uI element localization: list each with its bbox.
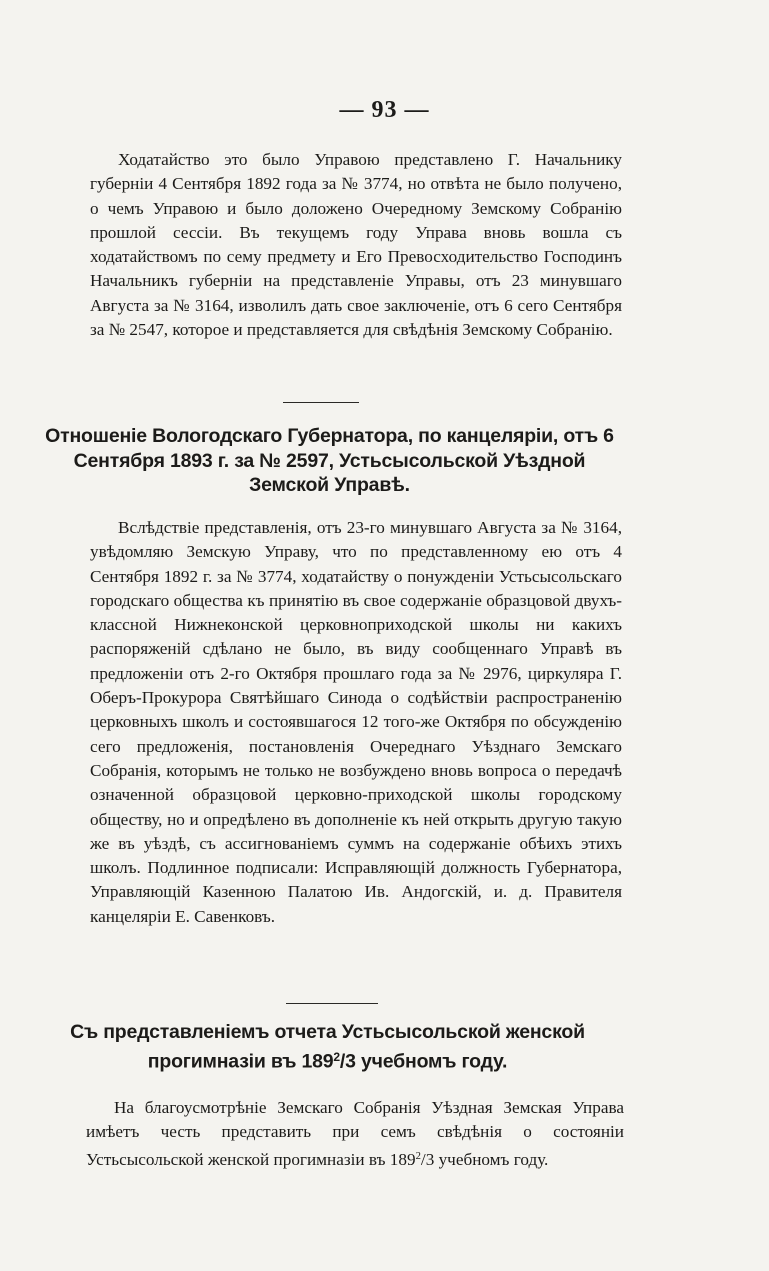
paragraph-petition: Ходатайство это было Управою представлено Г. Начальнику губерніи 4 Сентября 1892 года за № 3774, но отвѣта не было получено, о чемъ Управою и было доложено Очередному Земскому Собранію прошлой сессіи. Въ текущемъ году Управа вновь вошла съ ходатайствомъ по сему предмету и Его Превосходительство Господинъ Начальникъ губерніи на представленіе Управы, отъ 23 минувшаго Августа за № 3164, изволилъ дать свое заключеніе, отъ 6 сего Сентября за № 2547, которое и представляется для свѣдѣнія Земскому Собранію.	[90, 150, 622, 340]
section-divider	[286, 1003, 378, 1004]
section-heading-governor-letter: Отношеніе Вологодскаго Губернатора, по канцеляріи, отъ 6 Сентября 1893 г. за № 2597, Устьсысольской Уѣздной Земской Управѣ.	[45, 425, 614, 496]
section-divider	[283, 402, 359, 403]
page-number: — 93 —	[339, 97, 430, 123]
section-heading-progymnasium-report: Съ представленіемъ отчета Устьсысольской женской прогимназіи въ $189^2/3$ учебномъ году.	[70, 1021, 585, 1073]
paragraph-governor-letter: Вслѣдствіе представленія, отъ 23-го минувшаго Августа за № 3164, увѣдомляю Земскую Управу, что по представленному ею отъ 4 Сентября 1892 г. за № 3774, ходатайству о понужденіи Устьсысольскаго городскаго общества къ принятію въ свое содержаніе образцовой двухъ-классной Нижнеконской церковноприходской школы ни какихъ распоряженій сдѣлано не было, въ виду сообщеннаго Управѣ въ предложеніи отъ 2-го Октября прошлаго года за № 2976, циркуляра Г. Оберъ-Прокурора Святѣйшаго Синода о содѣйствіи распространенію церковныхъ школъ и состоявшагося 12 того-же Октября по обсужденію сего предложенія, постановленія Очереднаго Уѣзднаго Земскаго Собранія, которымъ не только не возбуждено вновь вопроса о передачѣ означенной образцовой церковно-приходской школы городскому обществу, но и опредѣлено въ дополненіе къ ней открыть другую такую же въ уѣздѣ, съ ассигнованіемъ суммъ на содержаніе обѣихъ этихъ школъ. Подлинное подписали: Исправляющій должность Губернатора, Управляющій Казенною Палатою Ив. Андогскій, и. д. Правителя канцеляріи Е. Савенковъ.	[90, 518, 622, 926]
paragraph-progymnasium-report: На благоусмотрѣніе Земскаго Собранія Уѣздная Земская Управа имѣетъ честь представить при семъ свѣдѣнія о состояніи Устьсысольской женской прогимназіи въ $189^2/3$ учебномъ году.	[86, 1098, 624, 1169]
